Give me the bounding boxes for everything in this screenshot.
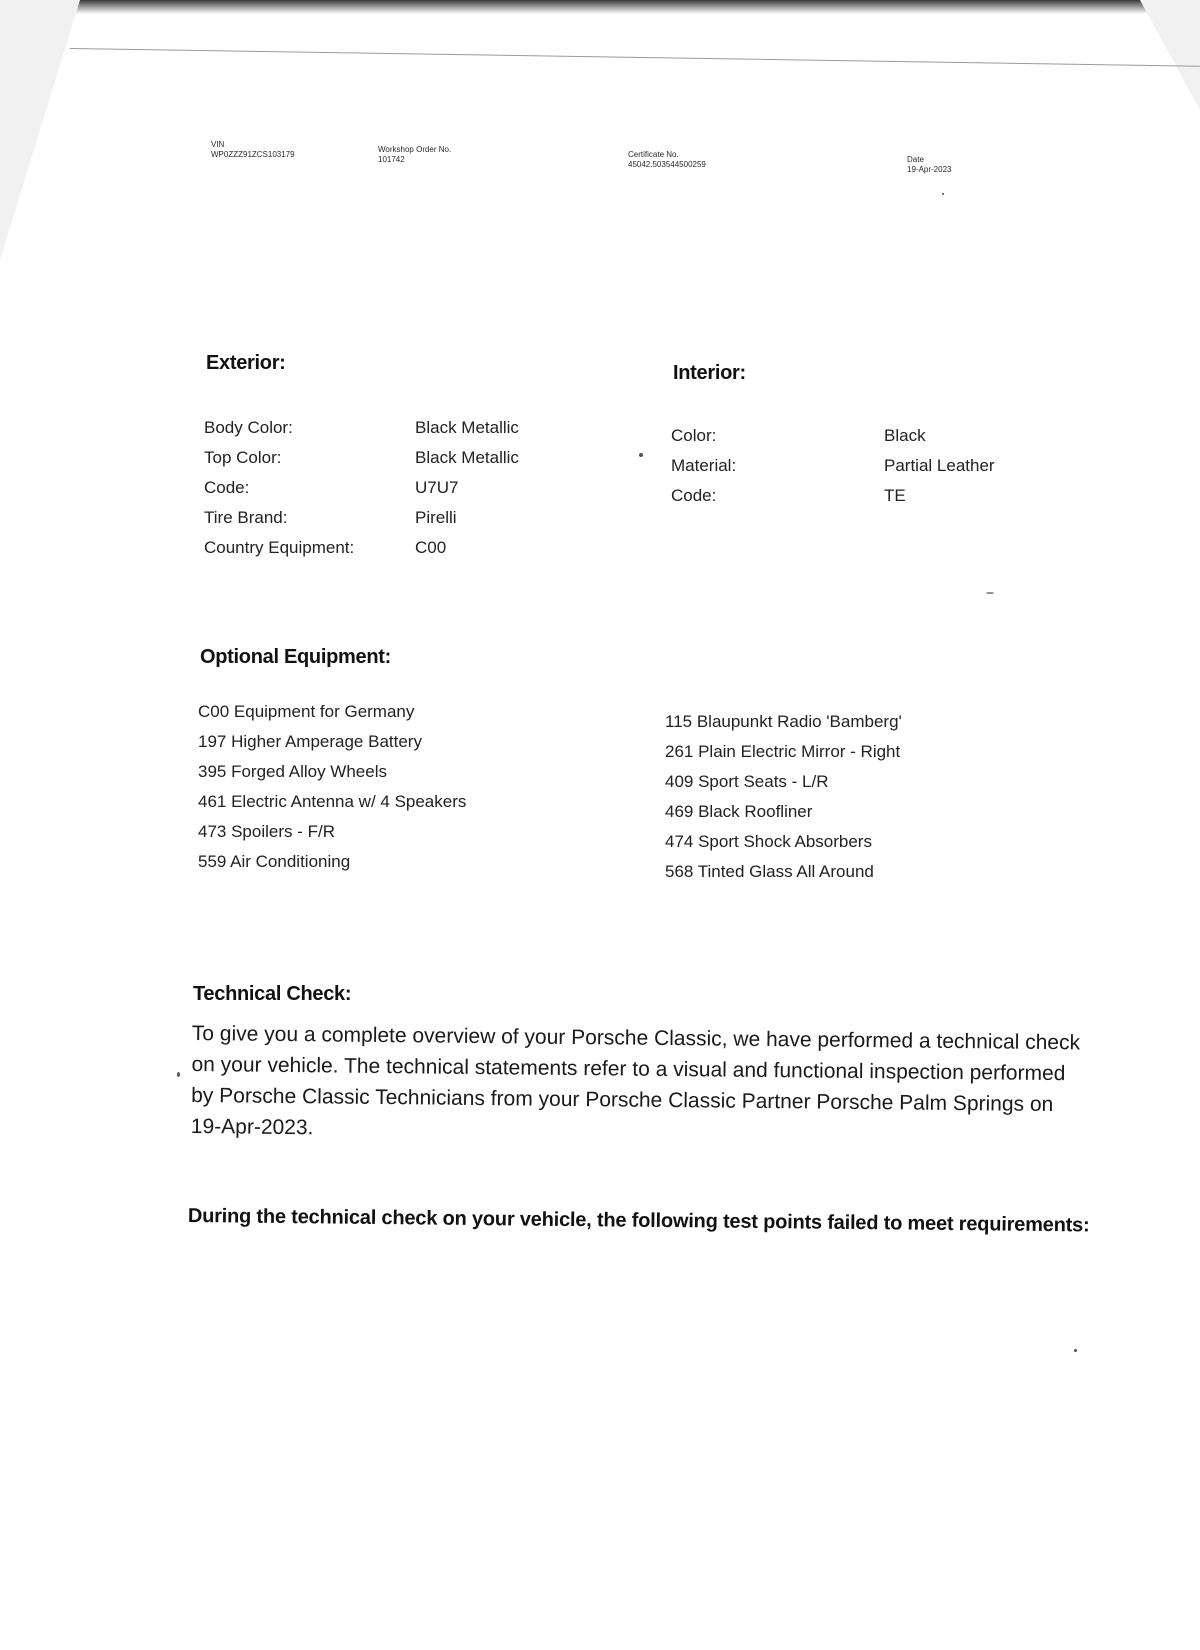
interior-row-material — [671, 451, 995, 481]
interior-value: TE — [884, 486, 906, 505]
interior-label: Material: — [671, 456, 737, 475]
equipment-item: 568 Tinted Glass All Around — [665, 862, 874, 881]
date-block — [907, 155, 951, 175]
interior-row-color — [671, 421, 995, 451]
interior-value: Black — [884, 426, 926, 445]
interior-value: Partial Leather — [884, 456, 995, 475]
scan-corner-right — [1140, 0, 1200, 110]
scan-speck — [639, 453, 643, 457]
page-fold-line — [70, 48, 1200, 67]
scan-speck — [942, 193, 944, 195]
certificate-label: Certificate No. — [628, 150, 679, 159]
exterior-row-top-color — [204, 443, 519, 473]
certificate-value: 45042.503544500259 — [628, 160, 706, 169]
exterior-value: Black Metallic — [415, 448, 519, 467]
optional-equipment-right-list — [665, 707, 902, 887]
workshop-order-block — [378, 145, 451, 165]
scan-speck — [177, 1072, 180, 1077]
exterior-heading: Exterior: — [206, 352, 286, 374]
exterior-row-country-equipment — [204, 533, 519, 563]
equipment-item: C00 Equipment for Germany — [198, 702, 415, 721]
equipment-item: 409 Sport Seats - L/R — [665, 772, 829, 791]
optional-equipment-left-list — [198, 697, 466, 877]
exterior-table — [204, 413, 519, 563]
exterior-label: Code: — [204, 478, 250, 497]
scan-corner-left — [0, 0, 80, 260]
exterior-value: Pirelli — [415, 508, 457, 527]
certificate-block — [628, 150, 706, 170]
equipment-item: 473 Spoilers - F/R — [198, 822, 335, 841]
technical-check-heading: Technical Check: — [193, 983, 352, 1005]
equipment-item: 115 Blaupunkt Radio 'Bamberg' — [665, 712, 902, 731]
scan-speck — [1074, 1349, 1077, 1352]
technical-check-body: To give you a complete overview of your Porsche Classic, we have performed a technical check on your vehicle. The technical statements refer to a visual and functional inspection performed by Porsche Classic Technicians from your Porsche Classic Partner Porsche Palm Springs on 19-Apr-2023. — [190, 1021, 1081, 1140]
equipment-item: 559 Air Conditioning — [198, 852, 351, 871]
interior-row-code — [671, 481, 995, 511]
date-label: Date — [907, 155, 924, 164]
exterior-label: Country Equipment: — [204, 538, 355, 557]
interior-label: Color: — [671, 426, 717, 445]
interior-label: Code: — [671, 486, 717, 505]
exterior-value: C00 — [415, 538, 447, 557]
date-value: 19-Apr-2023 — [907, 165, 952, 174]
exterior-value: Black Metallic — [415, 418, 519, 437]
equipment-item: 474 Sport Shock Absorbers — [665, 832, 872, 851]
vin-value: WP0ZZZ91ZCS103179 — [211, 150, 295, 159]
failed-points-heading: During the technical check on your vehicle, the following test points failed to meet requirements: — [187, 1205, 1090, 1237]
equipment-item: 461 Electric Antenna w/ 4 Speakers — [198, 792, 467, 811]
exterior-value: U7U7 — [415, 478, 459, 497]
exterior-row-body-color — [204, 413, 519, 443]
equipment-item: 469 Black Roofliner — [665, 802, 813, 821]
scan-speck — [986, 592, 994, 594]
exterior-label: Body Color: — [204, 418, 293, 437]
scan-top-edge — [0, 0, 1200, 14]
optional-equipment-heading: Optional Equipment: — [200, 646, 391, 668]
equipment-item: 395 Forged Alloy Wheels — [198, 762, 387, 781]
workshop-order-label: Workshop Order No. — [378, 145, 452, 154]
interior-heading: Interior: — [673, 362, 746, 384]
exterior-row-tire-brand — [204, 503, 519, 533]
interior-table — [671, 421, 995, 511]
equipment-item: 261 Plain Electric Mirror - Right — [665, 742, 901, 761]
vin-block — [211, 140, 295, 160]
exterior-row-code — [204, 473, 519, 503]
exterior-label: Tire Brand: — [204, 508, 288, 527]
equipment-item: 197 Higher Amperage Battery — [198, 732, 422, 751]
exterior-label: Top Color: — [204, 448, 282, 467]
workshop-order-value: 101742 — [378, 155, 405, 164]
vin-label: VIN — [211, 140, 225, 149]
